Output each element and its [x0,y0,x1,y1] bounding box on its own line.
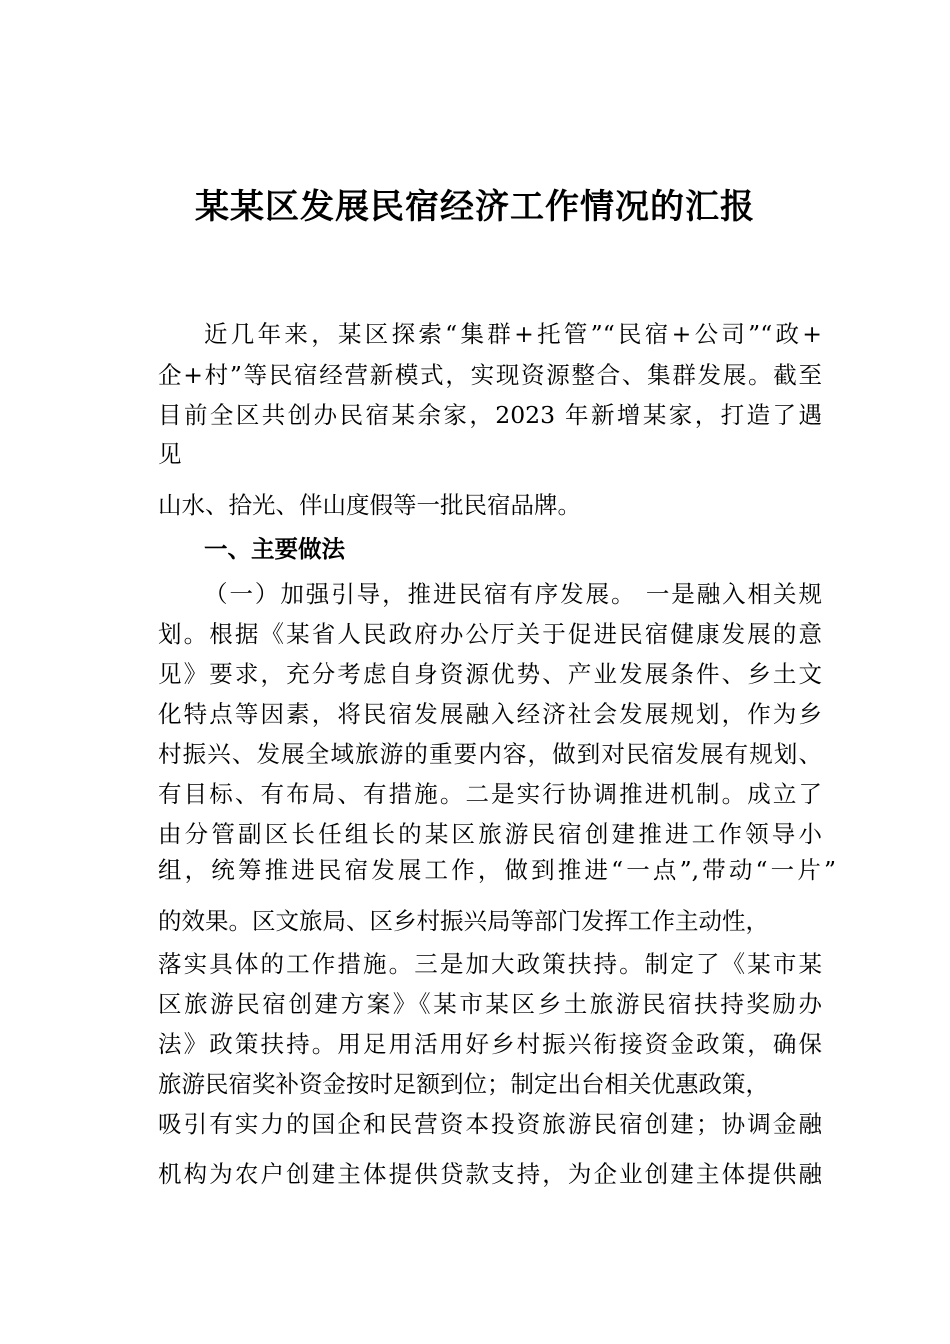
paragraph-line: 划。根据《某省人民政府办公厅关于促进民宿健康发展的意 [158,620,822,648]
paragraph-line: 的效果。区文旅局、区乡村振兴局等部门发挥工作主动性， [158,907,769,935]
paragraph-line: 机构为农户创建主体提供贷款支持，为企业创建主体提供融 [158,1160,822,1188]
paragraph-line: 吸引有实力的国企和民营资本投资旅游民宿创建；协调金融 [158,1110,822,1138]
paragraph-line: 组，统筹推进民宿发展工作，做到推进“一点”,带动“一片” [158,856,836,884]
paragraph-line: 村振兴、发展全域旅游的重要内容，做到对民宿发展有规划、 [158,740,822,768]
paragraph-line: 化特点等因素，将民宿发展融入经济社会发展规划，作为乡 [158,700,822,728]
paragraph-line: 山水、拾光、伴山度假等一批民宿品牌。 [158,491,581,519]
section-heading: 一、主要做法 [204,535,345,563]
paragraph-line: 见 [158,440,182,468]
paragraph-line: 有目标、有布局、有措施。二是实行协调推进机制。成立了 [158,780,822,808]
paragraph-line: 目前全区共创办民宿某余家，2023 年新增某家，打造了遇 [158,401,822,429]
paragraph-line: 见》要求，充分考虑自身资源优势、产业发展条件、乡土文 [158,660,822,688]
paragraph-line: 近几年来，某区探索“集群+托管”“民宿+公司”“政+ [204,320,822,348]
document-title: 某某区发展民宿经济工作情况的汇报 [195,187,755,227]
paragraph-line: 由分管副区长任组长的某区旅游民宿创建推进工作领导小 [158,820,822,848]
paragraph-line: （一）加强引导，推进民宿有序发展。 一是融入相关规 [204,580,822,608]
paragraph-line: 落实具体的工作措施。三是加大政策扶持。制定了《某市某 [158,950,822,978]
paragraph-line: 区旅游民宿创建方案》《某市某区乡土旅游民宿扶持奖励办 [158,990,822,1018]
paragraph-line: 法》政策扶持。用足用活用好乡村振兴衔接资金政策，确保 [158,1030,822,1058]
paragraph-line: 企+村”等民宿经营新模式，实现资源整合、集群发展。截至 [158,361,822,389]
paragraph-line: 旅游民宿奖补资金按时足额到位；制定出台相关优惠政策， [158,1070,769,1098]
